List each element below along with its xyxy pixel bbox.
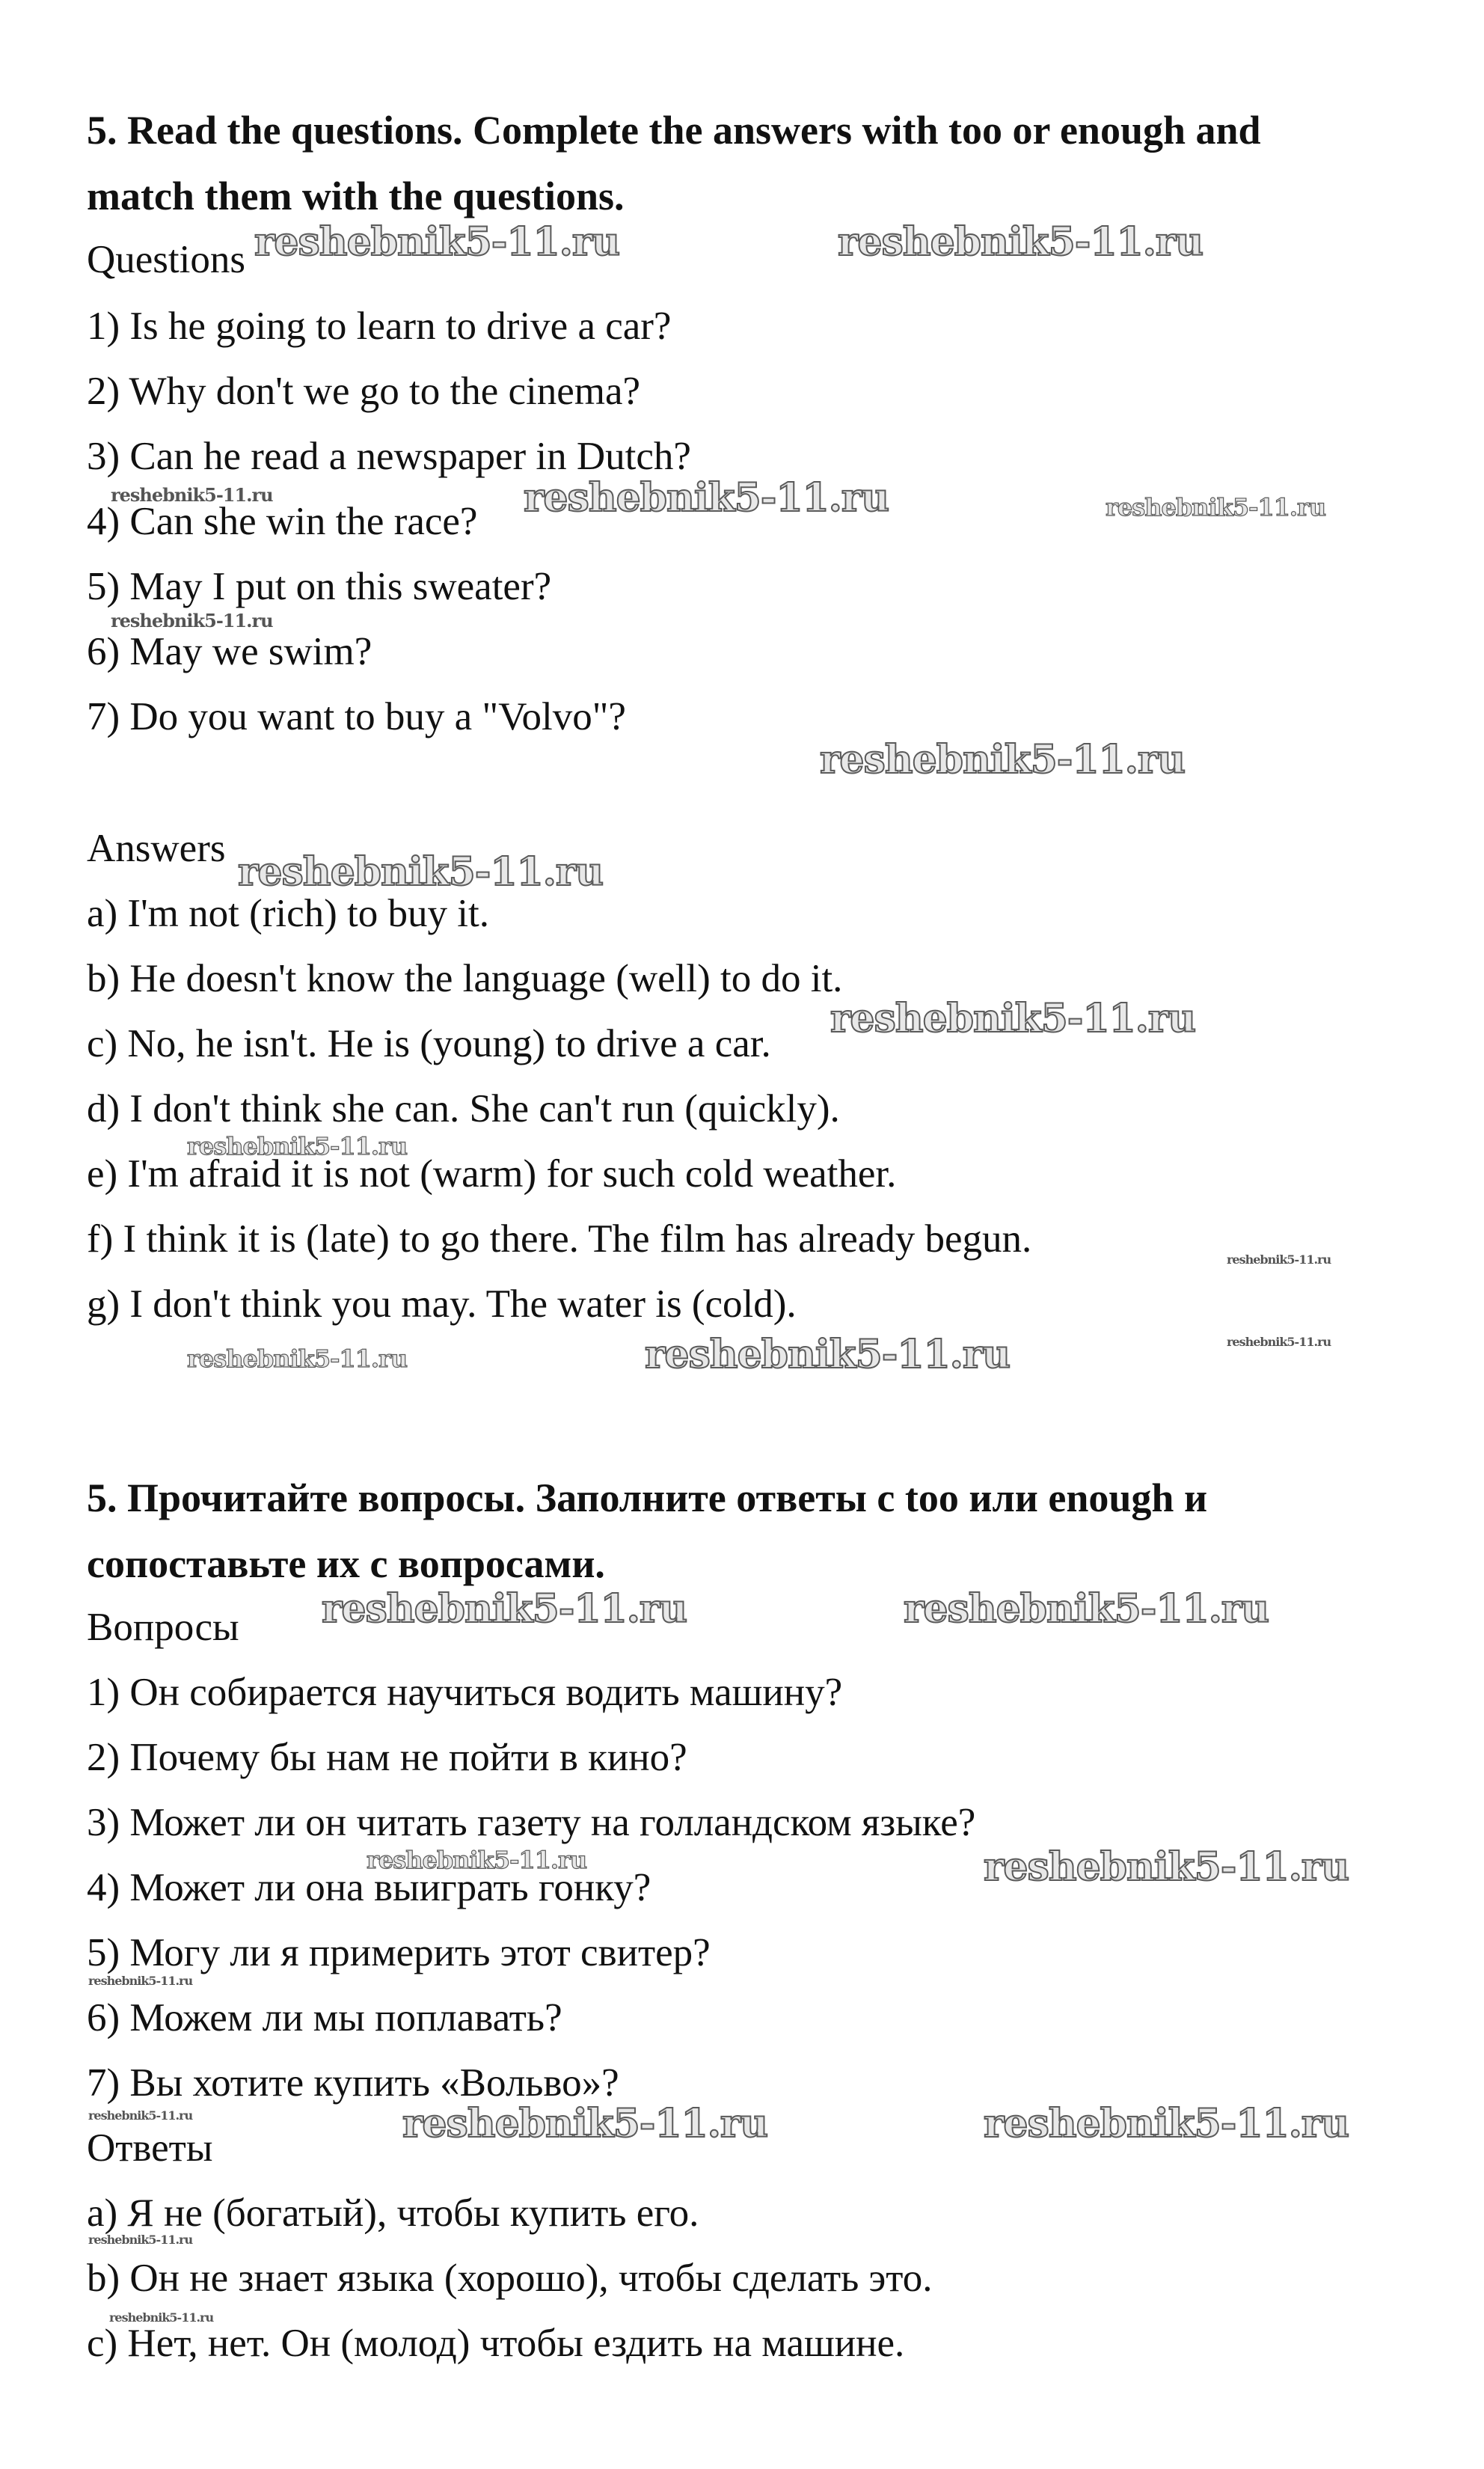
russian-question-1: 1) Он собирается научиться водить машину?	[87, 1671, 843, 1714]
watermark: reshebnik5-11.ru	[524, 475, 889, 521]
watermark: reshebnik5-11.ru	[820, 737, 1186, 783]
watermark: reshebnik5-11.ru	[187, 1132, 408, 1160]
watermark: reshebnik5-11.ru	[402, 2101, 768, 2147]
watermark: reshebnik5-11.ru	[88, 2233, 193, 2247]
watermark: reshebnik5-11.ru	[88, 2108, 193, 2123]
russian-question-5: 5) Могу ли я примерить этот свитер?	[87, 1931, 711, 1974]
watermark: reshebnik5-11.ru	[111, 484, 273, 506]
russian-question-4: 4) Может ли она выиграть гонку?	[87, 1866, 651, 1909]
english-answer-e: e) I'm afraid it is not (warm) for such cold weather.	[87, 1152, 897, 1196]
english-question-3: 3) Can he read a newspaper in Dutch?	[87, 435, 691, 478]
watermark: reshebnik5-11.ru	[111, 610, 273, 631]
watermark: reshebnik5-11.ru	[322, 1586, 687, 1632]
english-question-6: 6) May we swim?	[87, 630, 372, 673]
russian-title-line-1: 5. Прочитайте вопросы. Заполните ответы с too или enough и	[87, 1475, 1208, 1520]
watermark: reshebnik5-11.ru	[254, 219, 620, 265]
watermark: reshebnik5-11.ru	[187, 1344, 408, 1373]
russian-question-3: 3) Может ли он читать газету на голландском языке?	[87, 1801, 976, 1844]
russian-answer-c: c) Нет, нет. Он (молод) чтобы ездить на машине.	[87, 2322, 905, 2365]
english-question-5: 5) May I put on this sweater?	[87, 565, 552, 608]
english-question-2: 2) Why don't we go to the cinema?	[87, 370, 641, 413]
english-question-4: 4) Can she win the race?	[87, 500, 478, 543]
russian-question-6: 6) Можем ли мы поплавать?	[87, 1996, 562, 2040]
english-question-1: 1) Is he going to learn to drive a car?	[87, 305, 672, 348]
english-question-7: 7) Do you want to buy a "Volvo"?	[87, 695, 626, 738]
english-answer-f: f) I think it is (late) to go there. The film has already begun.	[87, 1217, 1032, 1261]
english-answer-g: g) I don't think you may. The water is (cold).	[87, 1282, 797, 1326]
watermark: reshebnik5-11.ru	[984, 2101, 1349, 2147]
russian-questions-heading: Вопросы	[87, 1606, 239, 1649]
watermark: reshebnik5-11.ru	[1227, 1335, 1331, 1349]
english-title-line-2: match them with the questions.	[87, 174, 625, 218]
watermark: reshebnik5-11.ru	[838, 219, 1204, 265]
russian-title-line-2: сопоставьте их с вопросами.	[87, 1541, 605, 1586]
watermark: reshebnik5-11.ru	[645, 1332, 1011, 1377]
watermark: reshebnik5-11.ru	[904, 1586, 1269, 1632]
english-answers-heading: Answers	[87, 827, 226, 870]
english-answer-b: b) He doesn't know the language (well) to do it.	[87, 957, 843, 1000]
watermark: reshebnik5-11.ru	[1227, 1252, 1331, 1267]
english-answer-c: c) No, he isn't. He is (young) to drive a car.	[87, 1022, 771, 1065]
russian-question-7: 7) Вы хотите купить «Вольво»?	[87, 2061, 619, 2105]
watermark: reshebnik5-11.ru	[984, 1844, 1349, 1890]
watermark: reshebnik5-11.ru	[367, 1846, 587, 1874]
watermark: reshebnik5-11.ru	[109, 2310, 214, 2325]
russian-question-2: 2) Почему бы нам не пойти в кино?	[87, 1736, 687, 1779]
russian-answers-heading: Ответы	[87, 2126, 213, 2170]
english-answer-a: a) I'm not (rich) to buy it.	[87, 892, 489, 935]
english-questions-heading: Questions	[87, 238, 245, 281]
russian-answer-b: b) Он не знает языка (хорошо), чтобы сделать это.	[87, 2257, 933, 2300]
russian-answer-a: a) Я не (богатый), чтобы купить его.	[87, 2191, 699, 2235]
watermark: reshebnik5-11.ru	[238, 849, 604, 895]
watermark: reshebnik5-11.ru	[88, 1974, 193, 1988]
watermark: reshebnik5-11.ru	[1106, 493, 1326, 521]
english-title-line-1: 5. Read the questions. Complete the answers with too or enough and	[87, 108, 1261, 153]
english-answer-d: d) I don't think she can. She can't run (quickly).	[87, 1087, 840, 1131]
watermark: reshebnik5-11.ru	[830, 996, 1196, 1041]
